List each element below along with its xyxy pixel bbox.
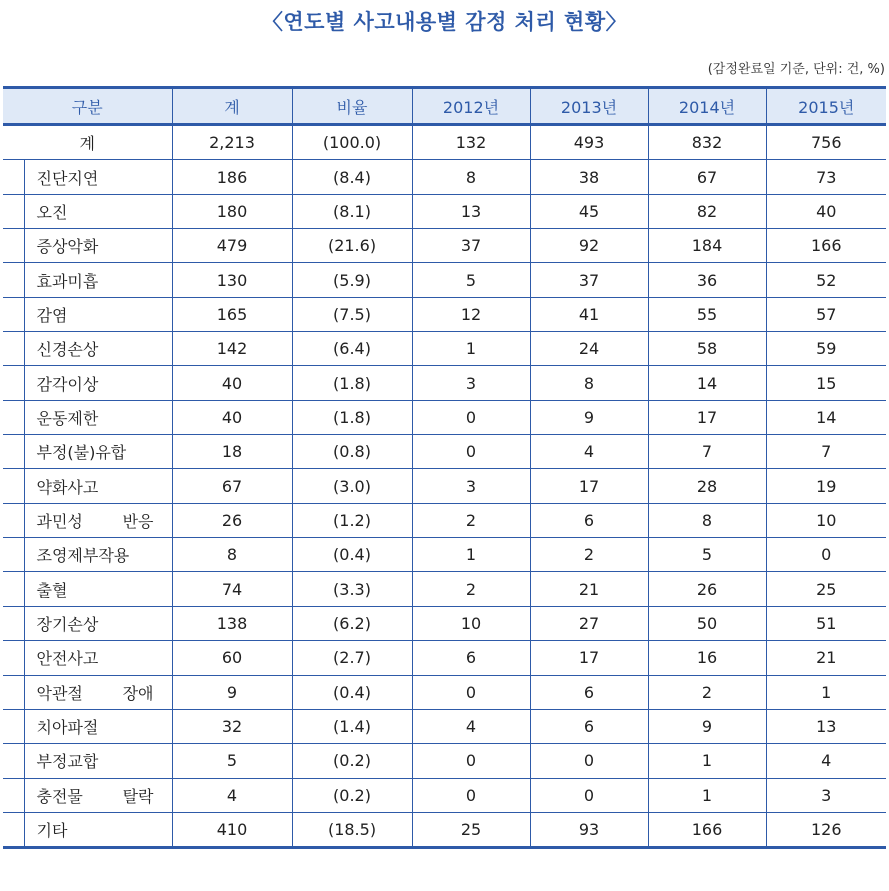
indent-cell — [3, 744, 24, 778]
y2015-cell: 756 — [766, 125, 886, 160]
y2013-cell: 4 — [530, 435, 648, 469]
y2015-cell: 40 — [766, 194, 886, 228]
indent-cell — [3, 194, 24, 228]
table-row — [3, 160, 886, 194]
y2012-cell: 0 — [412, 744, 530, 778]
y2014-cell: 14 — [648, 366, 766, 400]
y2013-cell: 17 — [530, 469, 648, 503]
table-row — [3, 194, 886, 228]
y2014-cell: 55 — [648, 297, 766, 331]
header-2013: 2013년 — [530, 88, 648, 125]
y2014-cell: 58 — [648, 332, 766, 366]
y2013-cell: 21 — [530, 572, 648, 606]
y2013-cell: 93 — [530, 812, 648, 847]
y2015-cell: 13 — [766, 709, 886, 743]
y2014-cell: 5 — [648, 538, 766, 572]
indent-cell — [3, 469, 24, 503]
indent-cell — [3, 503, 24, 537]
y2015-cell: 3 — [766, 778, 886, 812]
total-cell: 130 — [172, 263, 292, 297]
table-row — [3, 572, 886, 606]
y2015-cell: 57 — [766, 297, 886, 331]
table-row — [3, 297, 886, 331]
table-row — [3, 812, 886, 847]
total-cell: 479 — [172, 229, 292, 263]
category-cell: 오진 — [24, 194, 172, 228]
ratio-cell: (1.8) — [292, 366, 412, 400]
category-cell: 악관절 장애 — [24, 675, 172, 709]
y2012-cell: 5 — [412, 263, 530, 297]
y2015-cell: 0 — [766, 538, 886, 572]
y2014-cell: 1 — [648, 778, 766, 812]
y2012-cell: 0 — [412, 400, 530, 434]
category-cell: 진단지연 — [24, 160, 172, 194]
unit-note: (감정완료일 기준, 단위: 건, %) — [707, 62, 885, 77]
total-cell: 40 — [172, 366, 292, 400]
total-cell: 410 — [172, 812, 292, 847]
y2012-cell: 10 — [412, 606, 530, 640]
y2014-cell: 166 — [648, 812, 766, 847]
y2013-cell: 6 — [530, 709, 648, 743]
y2014-cell: 16 — [648, 641, 766, 675]
y2015-cell: 4 — [766, 744, 886, 778]
header-2015: 2015년 — [766, 88, 886, 125]
y2014-cell: 7 — [648, 435, 766, 469]
y2013-cell: 24 — [530, 332, 648, 366]
total-cell: 142 — [172, 332, 292, 366]
indent-cell — [3, 297, 24, 331]
total-cell: 60 — [172, 641, 292, 675]
y2014-cell: 28 — [648, 469, 766, 503]
y2013-cell: 27 — [530, 606, 648, 640]
indent-cell — [3, 263, 24, 297]
y2014-cell: 184 — [648, 229, 766, 263]
y2013-cell: 92 — [530, 229, 648, 263]
indent-cell — [3, 606, 24, 640]
indent-cell — [3, 538, 24, 572]
header-category: 구분 — [3, 88, 172, 125]
ratio-cell: (21.6) — [292, 229, 412, 263]
category-cell: 효과미흡 — [24, 263, 172, 297]
y2015-cell: 1 — [766, 675, 886, 709]
total-cell: 2,213 — [172, 125, 292, 160]
y2013-cell: 45 — [530, 194, 648, 228]
category-cell: 조영제부작용 — [24, 538, 172, 572]
ratio-cell: (6.2) — [292, 606, 412, 640]
ratio-cell: (18.5) — [292, 812, 412, 847]
y2015-cell: 7 — [766, 435, 886, 469]
total-cell: 18 — [172, 435, 292, 469]
category-cell: 부정(불)유합 — [24, 435, 172, 469]
total-cell: 9 — [172, 675, 292, 709]
y2013-cell: 6 — [530, 503, 648, 537]
header-total: 계 — [172, 88, 292, 125]
y2014-cell: 8 — [648, 503, 766, 537]
y2015-cell: 126 — [766, 812, 886, 847]
indent-cell — [3, 400, 24, 434]
y2012-cell: 0 — [412, 778, 530, 812]
y2015-cell: 73 — [766, 160, 886, 194]
y2013-cell: 0 — [530, 744, 648, 778]
indent-cell — [3, 332, 24, 366]
indent-cell — [3, 641, 24, 675]
y2014-cell: 2 — [648, 675, 766, 709]
y2013-cell: 17 — [530, 641, 648, 675]
table-row — [3, 229, 886, 263]
ratio-cell: (0.4) — [292, 538, 412, 572]
ratio-cell: (2.7) — [292, 641, 412, 675]
category-cell: 감염 — [24, 297, 172, 331]
total-cell: 5 — [172, 744, 292, 778]
y2013-cell: 8 — [530, 366, 648, 400]
table-row — [3, 606, 886, 640]
y2013-cell: 493 — [530, 125, 648, 160]
y2015-cell: 15 — [766, 366, 886, 400]
indent-cell — [3, 160, 24, 194]
y2012-cell: 1 — [412, 538, 530, 572]
y2014-cell: 67 — [648, 160, 766, 194]
ratio-cell: (0.4) — [292, 675, 412, 709]
header-2014: 2014년 — [648, 88, 766, 125]
indent-cell — [3, 366, 24, 400]
y2012-cell: 13 — [412, 194, 530, 228]
category-cell: 치아파절 — [24, 709, 172, 743]
y2015-cell: 52 — [766, 263, 886, 297]
y2014-cell: 82 — [648, 194, 766, 228]
category-cell: 감각이상 — [24, 366, 172, 400]
y2012-cell: 132 — [412, 125, 530, 160]
header-row — [3, 88, 886, 125]
ratio-cell: (1.8) — [292, 400, 412, 434]
y2012-cell: 0 — [412, 675, 530, 709]
total-cell: 138 — [172, 606, 292, 640]
indent-cell — [3, 572, 24, 606]
total-cell: 4 — [172, 778, 292, 812]
table-row — [3, 503, 886, 537]
ratio-cell: (6.4) — [292, 332, 412, 366]
y2012-cell: 37 — [412, 229, 530, 263]
y2012-cell: 0 — [412, 435, 530, 469]
y2015-cell: 59 — [766, 332, 886, 366]
table-row — [3, 538, 886, 572]
accident-table — [3, 86, 886, 849]
total-cell: 74 — [172, 572, 292, 606]
ratio-cell: (1.4) — [292, 709, 412, 743]
total-cell: 26 — [172, 503, 292, 537]
category-cell: 기타 — [24, 812, 172, 847]
y2014-cell: 17 — [648, 400, 766, 434]
category-cell: 약화사고 — [24, 469, 172, 503]
y2014-cell: 1 — [648, 744, 766, 778]
ratio-cell: (8.1) — [292, 194, 412, 228]
table-row — [3, 709, 886, 743]
y2015-cell: 19 — [766, 469, 886, 503]
indent-cell — [3, 675, 24, 709]
table-row — [3, 366, 886, 400]
ratio-cell: (5.9) — [292, 263, 412, 297]
table-row — [3, 744, 886, 778]
category-cell: 과민성 반응 — [24, 503, 172, 537]
table-row — [3, 641, 886, 675]
indent-cell — [3, 709, 24, 743]
total-cell: 165 — [172, 297, 292, 331]
total-cell: 180 — [172, 194, 292, 228]
ratio-cell: (0.2) — [292, 778, 412, 812]
y2012-cell: 3 — [412, 469, 530, 503]
y2012-cell: 25 — [412, 812, 530, 847]
indent-cell — [3, 435, 24, 469]
y2013-cell: 41 — [530, 297, 648, 331]
indent-cell — [3, 229, 24, 263]
y2012-cell: 8 — [412, 160, 530, 194]
indent-cell — [3, 778, 24, 812]
table-row — [3, 263, 886, 297]
category-cell: 증상악화 — [24, 229, 172, 263]
total-cell: 32 — [172, 709, 292, 743]
category-cell: 안전사고 — [24, 641, 172, 675]
y2015-cell: 10 — [766, 503, 886, 537]
ratio-cell: (7.5) — [292, 297, 412, 331]
y2014-cell: 832 — [648, 125, 766, 160]
y2015-cell: 51 — [766, 606, 886, 640]
y2013-cell: 0 — [530, 778, 648, 812]
y2014-cell: 26 — [648, 572, 766, 606]
ratio-cell: (0.2) — [292, 744, 412, 778]
category-cell: 출혈 — [24, 572, 172, 606]
indent-cell — [3, 812, 24, 847]
total-cell: 186 — [172, 160, 292, 194]
category-cell: 장기손상 — [24, 606, 172, 640]
y2015-cell: 25 — [766, 572, 886, 606]
ratio-cell: (8.4) — [292, 160, 412, 194]
y2013-cell: 9 — [530, 400, 648, 434]
total-cell: 40 — [172, 400, 292, 434]
table-row — [3, 400, 886, 434]
table-row — [3, 675, 886, 709]
total-label: 계 — [3, 125, 172, 160]
category-cell: 충전물 탈락 — [24, 778, 172, 812]
y2013-cell: 38 — [530, 160, 648, 194]
table-row — [3, 469, 886, 503]
category-cell: 신경손상 — [24, 332, 172, 366]
table-row — [3, 332, 886, 366]
y2015-cell: 21 — [766, 641, 886, 675]
ratio-cell: (100.0) — [292, 125, 412, 160]
y2014-cell: 36 — [648, 263, 766, 297]
total-row — [3, 125, 886, 160]
table-row — [3, 435, 886, 469]
y2012-cell: 2 — [412, 503, 530, 537]
category-cell: 부정교합 — [24, 744, 172, 778]
header-ratio: 비율 — [292, 88, 412, 125]
ratio-cell: (3.3) — [292, 572, 412, 606]
y2012-cell: 12 — [412, 297, 530, 331]
y2012-cell: 4 — [412, 709, 530, 743]
total-cell: 8 — [172, 538, 292, 572]
category-cell: 운동제한 — [24, 400, 172, 434]
ratio-cell: (1.2) — [292, 503, 412, 537]
y2014-cell: 50 — [648, 606, 766, 640]
y2013-cell: 2 — [530, 538, 648, 572]
y2013-cell: 6 — [530, 675, 648, 709]
table-title: 〈연도별 사고내용별 감정 처리 현황〉 — [261, 10, 628, 34]
y2012-cell: 3 — [412, 366, 530, 400]
table-row — [3, 778, 886, 812]
ratio-cell: (3.0) — [292, 469, 412, 503]
y2015-cell: 14 — [766, 400, 886, 434]
header-2012: 2012년 — [412, 88, 530, 125]
y2013-cell: 37 — [530, 263, 648, 297]
ratio-cell: (0.8) — [292, 435, 412, 469]
total-cell: 67 — [172, 469, 292, 503]
y2012-cell: 2 — [412, 572, 530, 606]
y2014-cell: 9 — [648, 709, 766, 743]
y2015-cell: 166 — [766, 229, 886, 263]
y2012-cell: 6 — [412, 641, 530, 675]
y2012-cell: 1 — [412, 332, 530, 366]
